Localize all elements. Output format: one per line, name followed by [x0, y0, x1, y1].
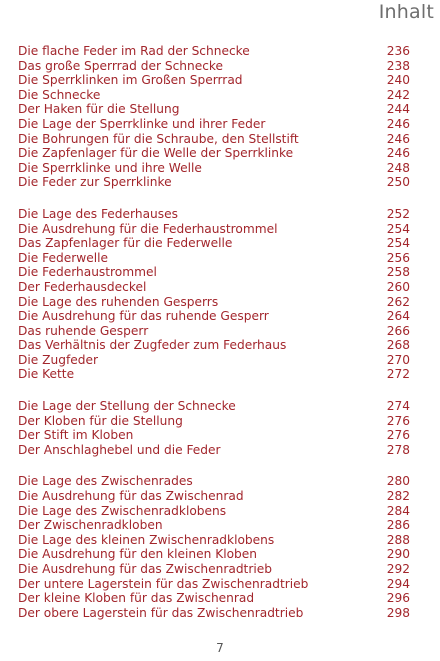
- toc-entry-title: Die Ausdrehung für die Federhaustrommel: [18, 221, 278, 236]
- toc-section: [18, 207, 410, 382]
- toc-entry-title: Die Federwelle: [18, 250, 108, 265]
- toc-entry[interactable]: [18, 443, 410, 458]
- toc-entry-page: 246: [386, 131, 410, 146]
- toc-entry[interactable]: [18, 399, 410, 414]
- toc-entry[interactable]: [18, 265, 410, 280]
- toc-entry-title: Die Lage des Zwischenrades: [18, 474, 193, 489]
- toc-entry-page: 262: [386, 294, 410, 309]
- toc-entry[interactable]: [18, 577, 410, 592]
- toc-entry[interactable]: [18, 222, 410, 237]
- toc-entry-title: Die Lage des ruhenden Gesperrs: [18, 294, 219, 309]
- toc-entry[interactable]: [18, 161, 410, 176]
- toc-section: [18, 399, 410, 457]
- toc-entry[interactable]: [18, 414, 410, 429]
- toc-entry-page: 298: [386, 605, 410, 620]
- toc-entry-page: 258: [386, 265, 410, 280]
- toc-entry-page: 272: [386, 367, 410, 382]
- toc-entry-title: Die Lage des kleinen Zwischenradklobens: [18, 532, 275, 547]
- toc-entry-page: 274: [386, 399, 410, 414]
- toc-entry[interactable]: [18, 88, 410, 103]
- toc-entry-page: 236: [386, 44, 410, 58]
- toc-entry-page: 240: [386, 73, 410, 88]
- toc-entry-page: 244: [386, 102, 410, 117]
- toc-entry-page: 286: [386, 518, 410, 533]
- toc-entry-page: 288: [386, 532, 410, 547]
- toc-entry[interactable]: [18, 207, 410, 222]
- toc-entry-page: 268: [386, 338, 410, 353]
- toc-entry[interactable]: [18, 338, 410, 353]
- toc-entry[interactable]: [18, 428, 410, 443]
- toc-entry-page: 290: [386, 547, 410, 562]
- toc-entry-page: 246: [386, 116, 410, 131]
- toc-entry-title: Die Ausdrehung für den kleinen Kloben: [18, 547, 257, 562]
- toc-entry-title: Der Anschlaghebel und die Feder: [18, 442, 221, 457]
- toc-entry-page: 252: [386, 206, 410, 221]
- toc-entry-page: 246: [386, 146, 410, 161]
- toc-entry-page: 264: [386, 309, 410, 324]
- toc-entry-page: 260: [386, 279, 410, 294]
- toc-entry[interactable]: [18, 518, 410, 533]
- toc-entry-title: Die flache Feder im Rad der Schnecke: [18, 44, 250, 58]
- toc-entry[interactable]: [18, 295, 410, 310]
- toc-entry-title: Der Zwischenradkloben: [18, 518, 163, 533]
- toc-entry[interactable]: [18, 236, 410, 251]
- toc-entry[interactable]: [18, 353, 410, 368]
- toc-entry-page: 294: [386, 576, 410, 591]
- toc-entry-page: 282: [386, 489, 410, 504]
- toc-entry-page: 276: [386, 413, 410, 428]
- page-number: 7: [216, 641, 224, 655]
- toc-entry[interactable]: [18, 175, 410, 190]
- toc-entry-title: Das ruhende Gesperr: [18, 323, 149, 338]
- toc-entry-page: 296: [386, 591, 410, 606]
- toc-entry-title: Der untere Lagerstein für das Zwischenradtrieb: [18, 576, 309, 591]
- toc-entry[interactable]: [18, 73, 410, 88]
- toc-entry[interactable]: [18, 474, 410, 489]
- toc-entry-page: 242: [386, 87, 410, 102]
- toc-entry-page: 278: [386, 442, 410, 457]
- toc-entry-page: 250: [386, 175, 410, 190]
- toc-entry-title: Die Lage des Federhauses: [18, 206, 178, 221]
- toc-entry-page: 292: [386, 562, 410, 576]
- toc-entry-title: Das große Sperrrad der Schnecke: [18, 58, 224, 73]
- toc-entry[interactable]: [18, 132, 410, 147]
- toc-entry-page: 238: [386, 58, 410, 73]
- toc-entry-page: 284: [386, 503, 410, 518]
- toc-entry-title: Die Federhaustrommel: [18, 265, 157, 280]
- toc-entry-title: Die Schnecke: [18, 87, 101, 102]
- toc-entry-page: 276: [386, 428, 410, 443]
- toc-entry-title: Die Lage des Zwischenradklobens: [18, 503, 227, 518]
- toc-entry-title: Die Ausdrehung für das Zwischenradtrieb: [18, 562, 272, 576]
- toc-entry-page: 254: [386, 221, 410, 236]
- toc-entry-title: Die Ausdrehung für das Zwischenrad: [18, 489, 244, 504]
- toc-entry[interactable]: [18, 547, 410, 562]
- toc-entry[interactable]: [18, 280, 410, 295]
- toc-entry[interactable]: [18, 367, 410, 382]
- toc-entry-title: Der Federhausdeckel: [18, 279, 147, 294]
- toc-entry-title: Das Zapfenlager für die Federwelle: [18, 236, 233, 251]
- toc-entry-title: Die Sperrklinke und ihre Welle: [18, 160, 202, 175]
- toc-entry[interactable]: [18, 146, 410, 161]
- toc-entry[interactable]: [18, 591, 410, 606]
- toc-entry[interactable]: [18, 606, 410, 621]
- toc-entry[interactable]: [18, 59, 410, 74]
- toc-entry[interactable]: [18, 251, 410, 266]
- toc-entry-title: Die Feder zur Sperrklinke: [18, 175, 172, 190]
- toc-entry-page: 248: [386, 160, 410, 175]
- toc-entry[interactable]: [18, 102, 410, 117]
- toc-entry-title: Der Kloben für die Stellung: [18, 413, 183, 428]
- toc-entry-title: Der Stift im Kloben: [18, 428, 134, 443]
- toc-entry-page: 270: [386, 352, 410, 367]
- toc-entry-title: Die Zugfeder: [18, 352, 98, 367]
- toc-entry[interactable]: [18, 324, 410, 339]
- toc-entry-page: 280: [386, 474, 410, 489]
- toc-entry[interactable]: [18, 562, 410, 577]
- toc-entry-page: 266: [386, 323, 410, 338]
- toc-entry-title: Die Zapfenlager für die Welle der Sperrklinke: [18, 146, 294, 161]
- toc-entry-title: Der obere Lagerstein für das Zwischenradtrieb: [18, 605, 304, 620]
- toc-entry-title: Das Verhältnis der Zugfeder zum Federhaus: [18, 338, 287, 353]
- toc-entry-title: Der kleine Kloben für das Zwischenrad: [18, 591, 255, 606]
- toc-entry-page: 254: [386, 236, 410, 251]
- toc-entry[interactable]: [18, 44, 410, 59]
- table-of-contents: [18, 44, 410, 637]
- toc-section: [18, 44, 410, 190]
- toc-entry[interactable]: [18, 117, 410, 132]
- toc-entry-title: Die Kette: [18, 367, 75, 382]
- toc-entry-title: Die Lage der Stellung der Schnecke: [18, 399, 236, 414]
- toc-entry[interactable]: [18, 504, 410, 519]
- toc-entry-title: Die Ausdrehung für das ruhende Gesperr: [18, 309, 269, 324]
- toc-entry[interactable]: [18, 533, 410, 548]
- toc-entry[interactable]: [18, 309, 410, 324]
- toc-entry-page: 256: [386, 250, 410, 265]
- toc-entry-title: Die Lage der Sperrklinke und ihrer Feder: [18, 116, 266, 131]
- toc-section: [18, 474, 410, 620]
- toc-entry-title: Der Haken für die Stellung: [18, 102, 180, 117]
- toc-entry-title: Die Sperrklinken im Großen Sperrrad: [18, 73, 243, 88]
- page-title: Inhalt: [378, 1, 434, 23]
- toc-entry-title: Die Bohrungen für die Schraube, den Stellstift: [18, 131, 299, 146]
- toc-entry[interactable]: [18, 489, 410, 504]
